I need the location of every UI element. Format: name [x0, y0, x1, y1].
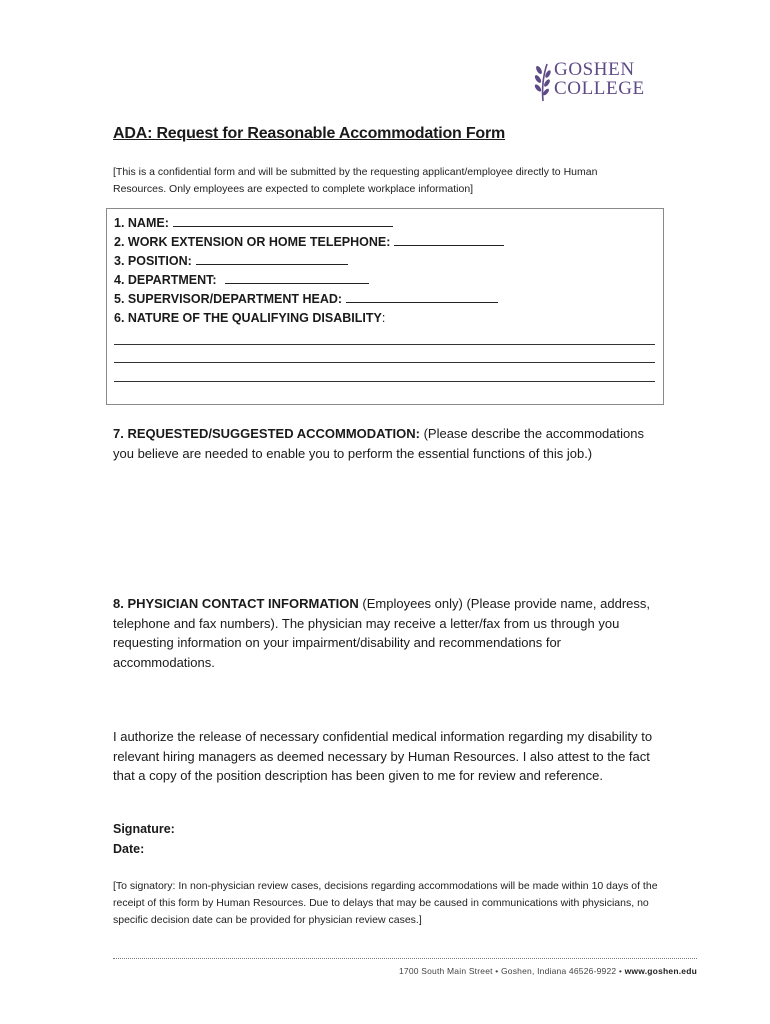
- position-blank[interactable]: [196, 253, 348, 265]
- authorization-statement: I authorize the release of necessary confidential medical information regarding my disability to relevant hiring managers as deemed necessary by Human Resources. I also attest to the fact that a copy of the position description has been given to me for review and reference.: [113, 729, 653, 783]
- section-7-label: 7. REQUESTED/SUGGESTED ACCOMMODATION:: [113, 426, 420, 441]
- signature-label: Signature:: [113, 822, 175, 836]
- name-label: 1. NAME:: [114, 216, 169, 230]
- form-title: ADA: Request for Reasonable Accommodation Form: [113, 125, 506, 142]
- department-label: 4. DEPARTMENT:: [114, 273, 217, 287]
- employee-info-box: [106, 208, 664, 405]
- footer-street: 1700 South Main Street • Goshen, Indiana 46526-9922 •: [398, 966, 625, 976]
- disability-label: 6. NATURE OF THE QUALIFYING DISABILITY: [114, 311, 382, 325]
- footer-website: www.goshen.edu: [624, 966, 697, 976]
- supervisor-blank[interactable]: [346, 291, 498, 303]
- logo-line-2: COLLEGE: [554, 78, 645, 99]
- footer-address: [399, 966, 697, 976]
- intro-note: [This is a confidential form and will be submitted by the requesting applicant/employee directly to Human Resources. Only employees are expected to complete workplace information]: [113, 166, 598, 195]
- disability-line-3[interactable]: [114, 381, 655, 382]
- section-7-text: (Please describe the accommodations you believe are needed to enable you to perform the essential functions of this job.): [113, 426, 644, 461]
- supervisor-label: 5. SUPERVISOR/DEPARTMENT HEAD:: [114, 292, 343, 306]
- signatory-note: [To signatory: In non-physician review cases, decisions regarding accommodations will be made within 10 days of the receipt of this form by Human Resources. Due to delays that may be caused in communications with physicians, no specific decision date can be provided for physician review cases.]: [113, 880, 658, 926]
- section-8-label: 8. PHYSICIAN CONTACT INFORMATION: [113, 596, 359, 611]
- disability-colon: :: [381, 311, 386, 325]
- name-field[interactable]: [114, 215, 393, 231]
- phone-label: 2. WORK EXTENSION OR HOME TELEPHONE:: [114, 235, 391, 249]
- goshen-college-logo: [534, 60, 652, 102]
- disability-field: [114, 310, 385, 326]
- department-blank[interactable]: [225, 272, 369, 284]
- date-label: Date:: [113, 842, 145, 856]
- name-blank[interactable]: [173, 215, 393, 227]
- position-field[interactable]: [114, 253, 348, 269]
- section-8-text: (Employees only) (Please provide name, address, telephone and fax numbers). The physician may receive a letter/fax from us through you requesting information on your impairment/disability and recommendations for accommodations.: [113, 596, 650, 670]
- disability-line-2[interactable]: [114, 362, 655, 363]
- phone-field[interactable]: [114, 234, 504, 250]
- supervisor-field[interactable]: [114, 291, 498, 307]
- section-7: [113, 424, 663, 463]
- phone-blank[interactable]: [394, 234, 504, 246]
- disability-line-1[interactable]: [114, 344, 655, 345]
- olive-branch-icon: [534, 62, 552, 102]
- section-8: [113, 594, 663, 672]
- logo-line-1: GOSHEN: [554, 59, 635, 80]
- footer-divider: [113, 958, 697, 959]
- department-field[interactable]: [114, 272, 369, 288]
- position-label: 3. POSITION:: [114, 254, 192, 268]
